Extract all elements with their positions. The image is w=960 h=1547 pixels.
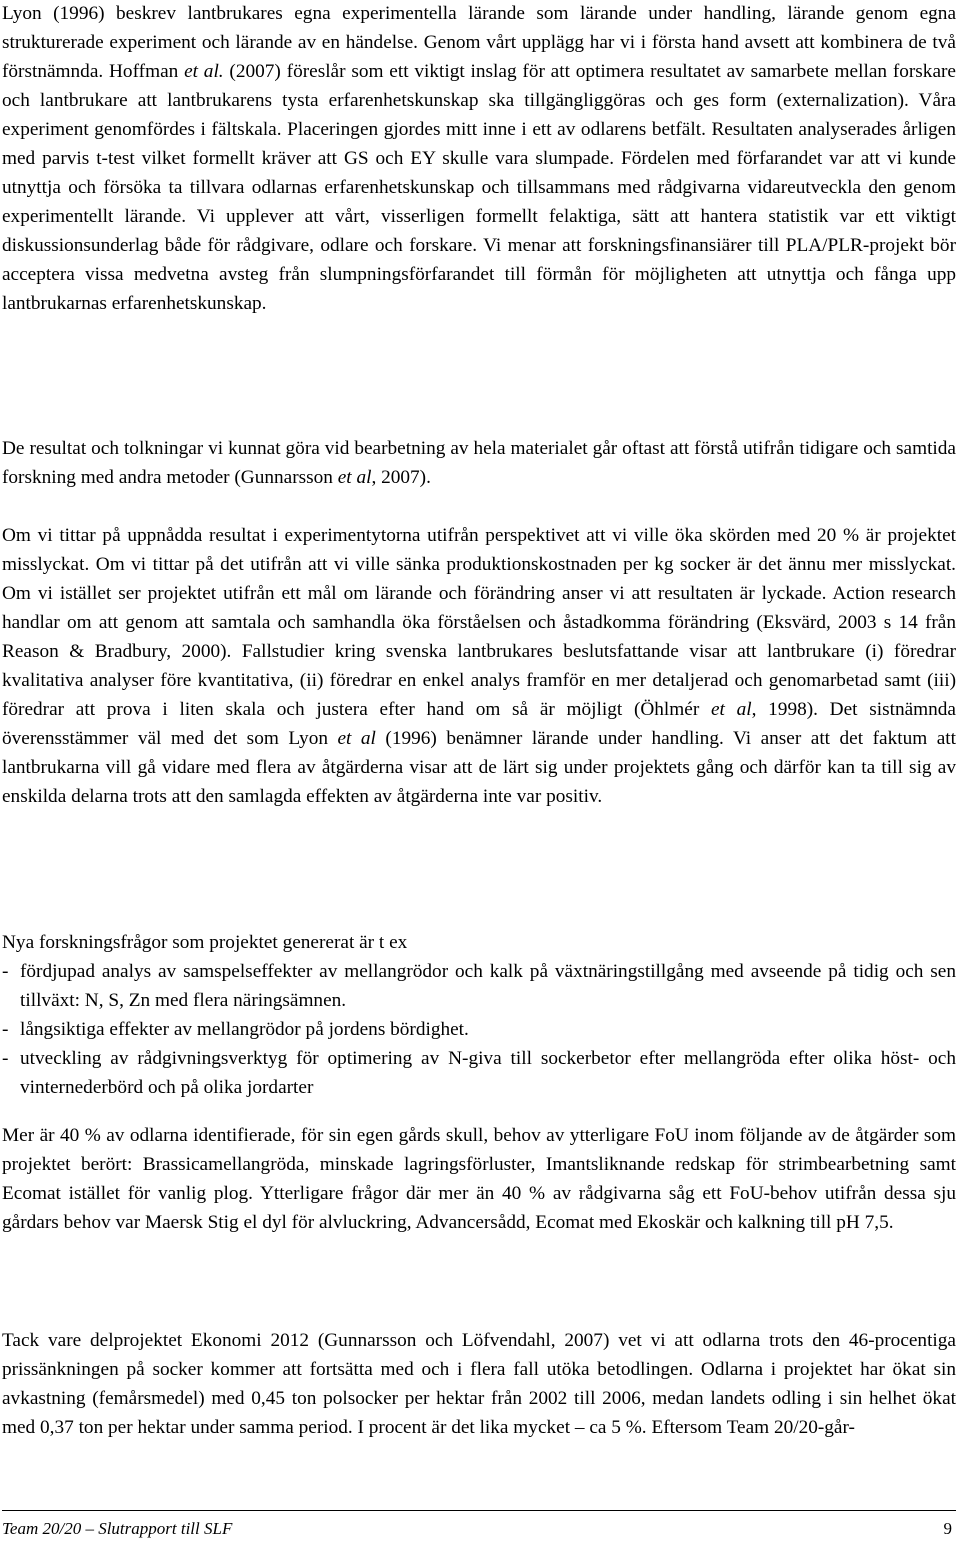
paragraph-text: , 1998). Det sistnämnda överensstämmer väl med det som Lyon [2, 699, 956, 749]
list-dash: - [2, 961, 9, 982]
paragraph-text: , 2007). [371, 467, 431, 488]
paragraph-text: Om vi tittar på uppnådda resultat i experimentytorna utifrån perspektivet att vi ville öka skörden med 20 % är projektet misslyckat. Om vi tittar på det utifrån att vi ville sänka produktionskostnaden per kg socker är det ännu mer misslyckat. Om vi istället ser projektet utifrån ett mål om lärande och förändring anser vi att resultaten är lyckade. Action research handlar om att genom att samtala och samhandla öka förståelsen och åstadkomma förändring (Eksvärd, 2003 s 14 från Reason & Bradbury, 2000). Fallstudier kring svenska lantbrukares beslutsfattande visar att lantbrukare (i) föredrar kvalitativa analyser före kvantitativa, (ii) föredrar en enkel analys framför en mer detaljerad och genomarbetad samt (iii) föredrar att prova i liten skala och justera efter hand om så är möjligt (Öhlmér [2, 525, 956, 720]
paragraph-text: De resultat och tolkningar vi kunnat göra vid bearbetning av hela materialet går oftast att förstå utifrån tidigare och samtida forskning med andra metoder (Gunnarsson [2, 438, 956, 488]
paragraph-economy: Tack vare delprojektet Ekonomi 2012 (Gunnarsson och Löfvendahl, 2007) vet vi att odlarna trots den 46-procentiga prissänkningen på socker kommer att fortsätta med och i flera fall utöka betodlingen. Odlarna i projektet har ökat sin avkastning (femårsmedel) med 0,45 ton polsocker per hektar från 2002 till 2006, medan landets odling i sin helhet ökat med 0,37 ton per hektar under samma period. I procent är det lika mycket – ca 5 %. Eftersom Team 20/20-går- [2, 1330, 956, 1438]
page-number: 9 [943, 1519, 952, 1538]
paragraph-results-interpretation [2, 434, 956, 492]
list-item [2, 957, 956, 1015]
paragraph-fou-needs: Mer är 40 % av odlarna identifierade, för sin egen gårds skull, behov av ytterligare FoU inom följande av de åtgärder som projektet berört: Brassicamellangröda, minskade lagringsförluster, Imantsliknande redskap för strimbearbetning samt Ecomat istället för vanlig plog. Ytterligare frågor där mer än 40 % av rådgivarna såg ett FoU-behov utifrån dessa sju gårdars behov var Maersk Stig el dyl för alvluckring, Advancersådd, Ecomat med Ekoskär och kalkning till pH 7,5. [2, 1125, 956, 1233]
paragraph-hoffman [2, 0, 956, 318]
emphasis-et-al: et al [337, 467, 372, 488]
list-item-text: fördjupad analys av samspelseffekter av mellangrödor och kalk på växtnäringstillgång med avseende på tidig och sen tillväxt: N, S, Zn med flera näringsämnen. [20, 961, 956, 1011]
paragraph-outcome-evaluation [2, 521, 956, 811]
research-questions-list [2, 957, 956, 1102]
research-questions-intro: Nya forskningsfrågor som projektet genererat är t ex [2, 932, 408, 953]
paragraph-text: (2007) föreslår som ett viktigt inslag för att optimera resultatet av samarbete mellan forskare och lantbrukare att lantbrukarens tysta erfarenhetskunskap ska tillgängliggöras och ges form (externalization). Våra experiment genomfördes i fältskala. Placeringen gjordes mitt inne i ett av odlarens betfält. Resultaten analyserades årligen med parvis t-test vilket formellt kräver att GS och EY skulle vara slumpade. Fördelen med förfarandet var att vi kunde utnyttja och försöka ta tillvara odlarnas erfarenhetskunskap och tillsammans med rådgivarna vidareutveckla den genom experimentellt lärande. Vi upplever att vårt, visserligen formellt felaktiga, sätt att hantera statistik var ett viktigt diskussionsunderlag både för rådgivare, odlare och forskare. Vi menar att forskningsfinansiärer till PLA/PLR-projekt bör acceptera vissa medvetna avsteg från slumpningsförfarandet till förmån för möjligheten att utnyttja och fånga upp lantbrukarnas erfarenhetskunskap. [2, 61, 956, 314]
page-footer [2, 1510, 956, 1539]
list-item-text: utveckling av rådgivningsverktyg för optimering av N-giva till sockerbetor efter mellangröda efter olika höst- och vinternederbörd och på olika jordarter [20, 1048, 956, 1098]
emphasis-et-al: et al. [184, 61, 224, 82]
footer-title: Team 20/20 – Slutrapport till SLF [2, 1519, 233, 1538]
emphasis-et-al: et al [710, 699, 752, 720]
list-dash: - [2, 1019, 9, 1040]
list-item [2, 1044, 956, 1102]
paragraph-text: Lyon (1996) beskrev lantbrukares egna experimentella lärande som lärande under handling, lärande genom egna strukturerade experiment och lärande av en händelse. Genom vårt upplägg har vi i första hand avsett att kombinera de två förstnämnda. Hoffman [2, 3, 956, 82]
paragraph-text: (1996) benämner lärande under handling. Vi anser att det faktum att lantbrukarna vill gå vidare med flera av åtgärderna visar att de lärt sig under projektets gång och därför kan ta till sig av enskilda delarna trots att den samlagda effekten av åtgärderna inte var positiv. [2, 728, 956, 807]
list-item-text: långsiktiga effekter av mellangrödor på jordens bördighet. [20, 1019, 469, 1040]
list-item [2, 1015, 956, 1044]
list-dash: - [2, 1048, 9, 1069]
emphasis-et-al: et al [337, 728, 376, 749]
